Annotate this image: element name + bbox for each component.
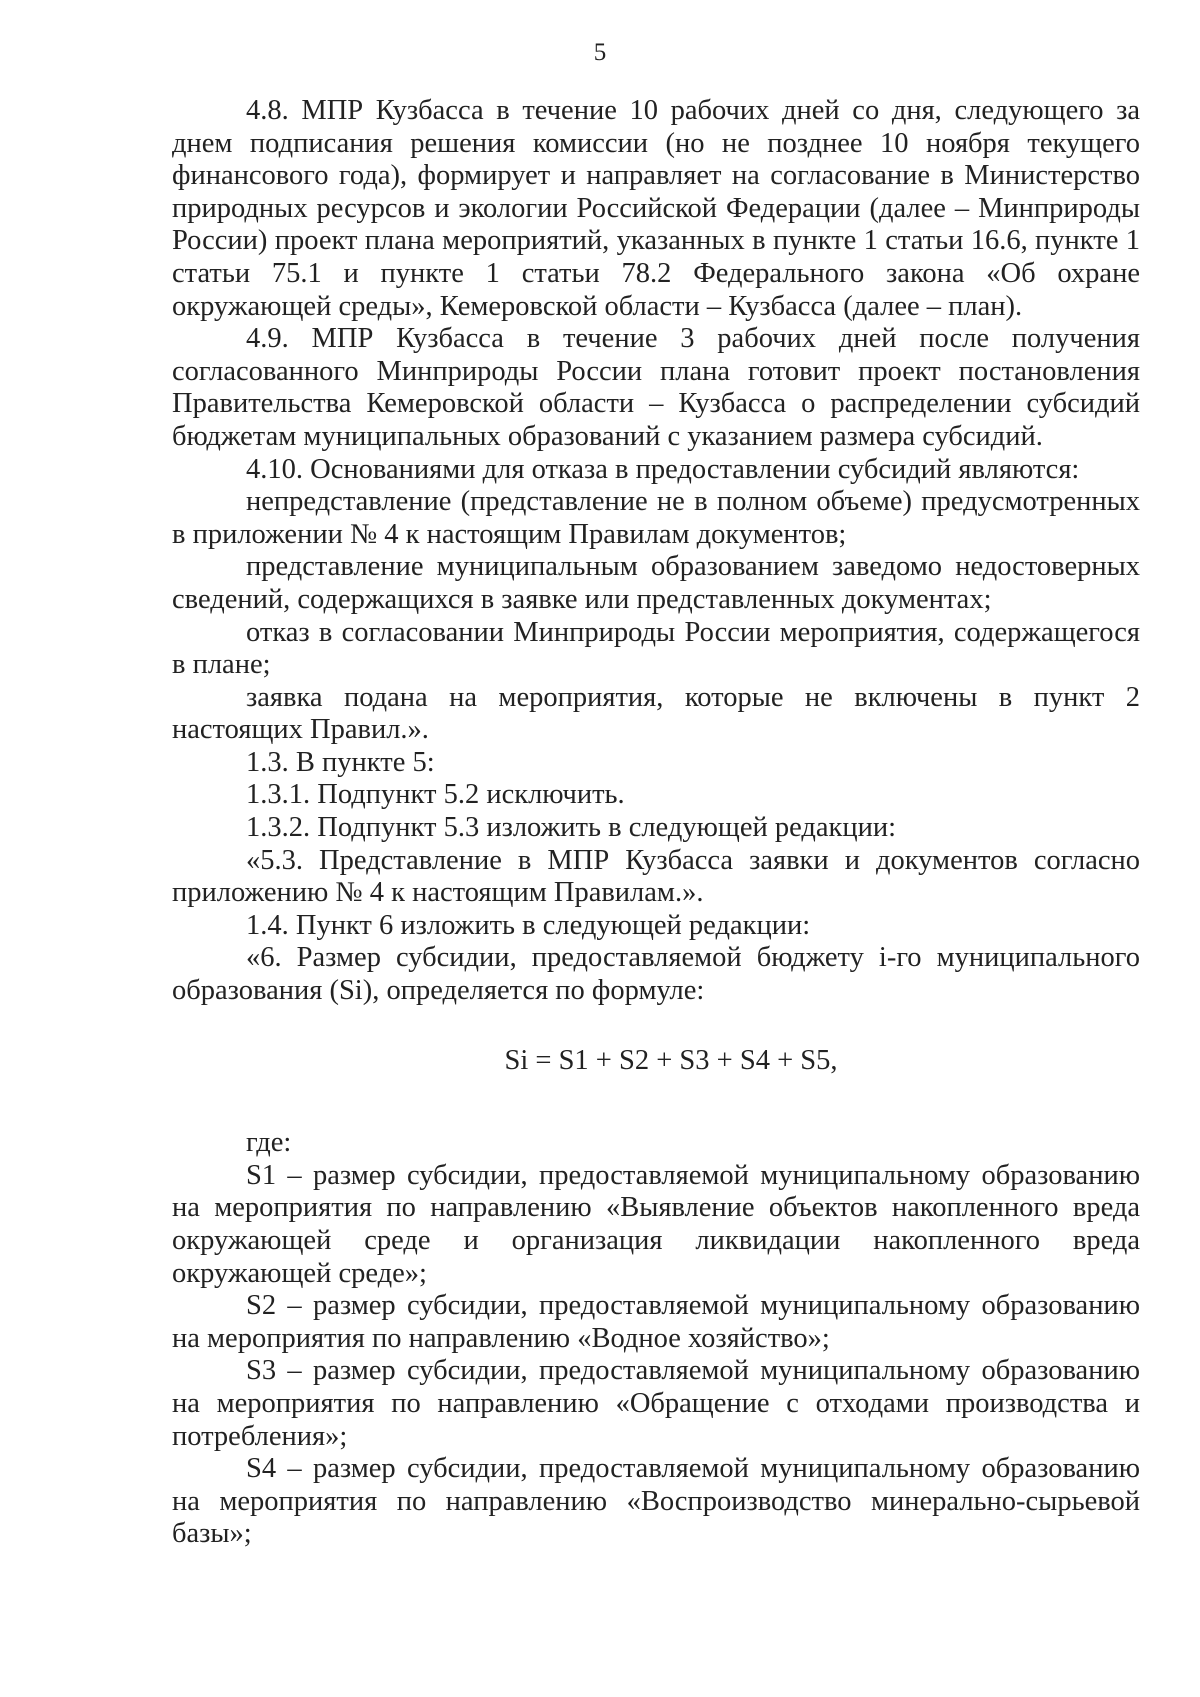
refusal-ground-3: отказ в согласовании Минприроды России мероприятия, содержащегося в плане;: [172, 616, 1140, 681]
paragraph-1-4: 1.4. Пункт 6 изложить в следующей редакции:: [246, 909, 811, 941]
refusal-ground-4: заявка подана на мероприятия, которые не включены в пункт 2 настоящих Правил.».: [172, 681, 1140, 746]
definition-s2: S2 – размер субсидии, предоставляемой муниципальному образованию на мероприятия по направлению «Водное хозяйство»;: [172, 1290, 1140, 1354]
paragraph-1-3-2: 1.3.2. Подпункт 5.3 изложить в следующей редакции:: [246, 812, 897, 844]
definition-s1: S1 – размер субсидии, предоставляемой муниципальному образованию на мероприятия по направлению «Выявление объектов накопленного вреда окружающей среде и организация ликвидации накопленного вреда окружающей среде»;: [172, 1159, 1140, 1289]
definition-s3: S3 – размер субсидии, предоставляемой муниципальному образованию на мероприятия по направлению «Обращение с отходами производства и потребления»;: [172, 1355, 1140, 1452]
paragraph-5-3: «5.3. Представление в МПР Кузбасса заявки и документов согласно приложению № 4 к настоящим Правилам.».: [172, 844, 1140, 909]
paragraph-4-8: 4.8. МПР Кузбасса в течение 10 рабочих дней со дня, следующего за днем подписания решения комиссии (но не позднее 10 ноября текущего финансового года), формирует и направляет на согласование в Министерство природных ресурсов и экологии Российской Федерации (далее – Минприроды России) проект плана мероприятий, указанных в пункте 1 статьи 16.6, пункте 1 статьи 75.1 и пункте 1 статьи 78.2 Федерального закона «Об охране окружающей среды», Кемеровской области – Кузбасса (далее – план).: [172, 95, 1140, 322]
paragraph-1-3: 1.3. В пункте 5:: [246, 746, 435, 778]
paragraph-6: «6. Размер субсидии, предоставляемой бюджету i-го муниципального образования (Si), определяется по формуле:: [172, 942, 1140, 1007]
paragraph-4-9: 4.9. МПР Кузбасса в течение 3 рабочих дней после получения согласованного Минприроды России плана готовит проект постановления Правительства Кемеровской области – Кузбасса о распределении субсидий бюджетам муниципальных образований с указанием размера субсидий.: [172, 323, 1140, 452]
paragraph-1-3-1: 1.3.1. Подпункт 5.2 исключить.: [246, 779, 625, 811]
refusal-ground-1: непредставление (представление не в полном объеме) предусмотренных в приложении № 4 к настоящим Правилам документов;: [172, 486, 1140, 550]
document-body: [172, 95, 1140, 1551]
paragraph-4-10: 4.10. Основаниями для отказа в предоставлении субсидий являются:: [246, 453, 1080, 485]
subsidy-formula: Si = S1 + S2 + S3 + S4 + S5,: [504, 1044, 838, 1076]
refusal-ground-2: представление муниципальным образованием заведомо недостоверных сведений, содержащихся в заявке или представленных документах;: [172, 551, 1140, 615]
definition-s4: S4 – размер субсидии, предоставляемой муниципальному образованию на мероприятия по направлению «Воспроизводство минерально-сырьевой базы»;: [172, 1453, 1140, 1550]
where-label: где:: [246, 1127, 292, 1159]
page-number: 5: [593, 39, 607, 66]
